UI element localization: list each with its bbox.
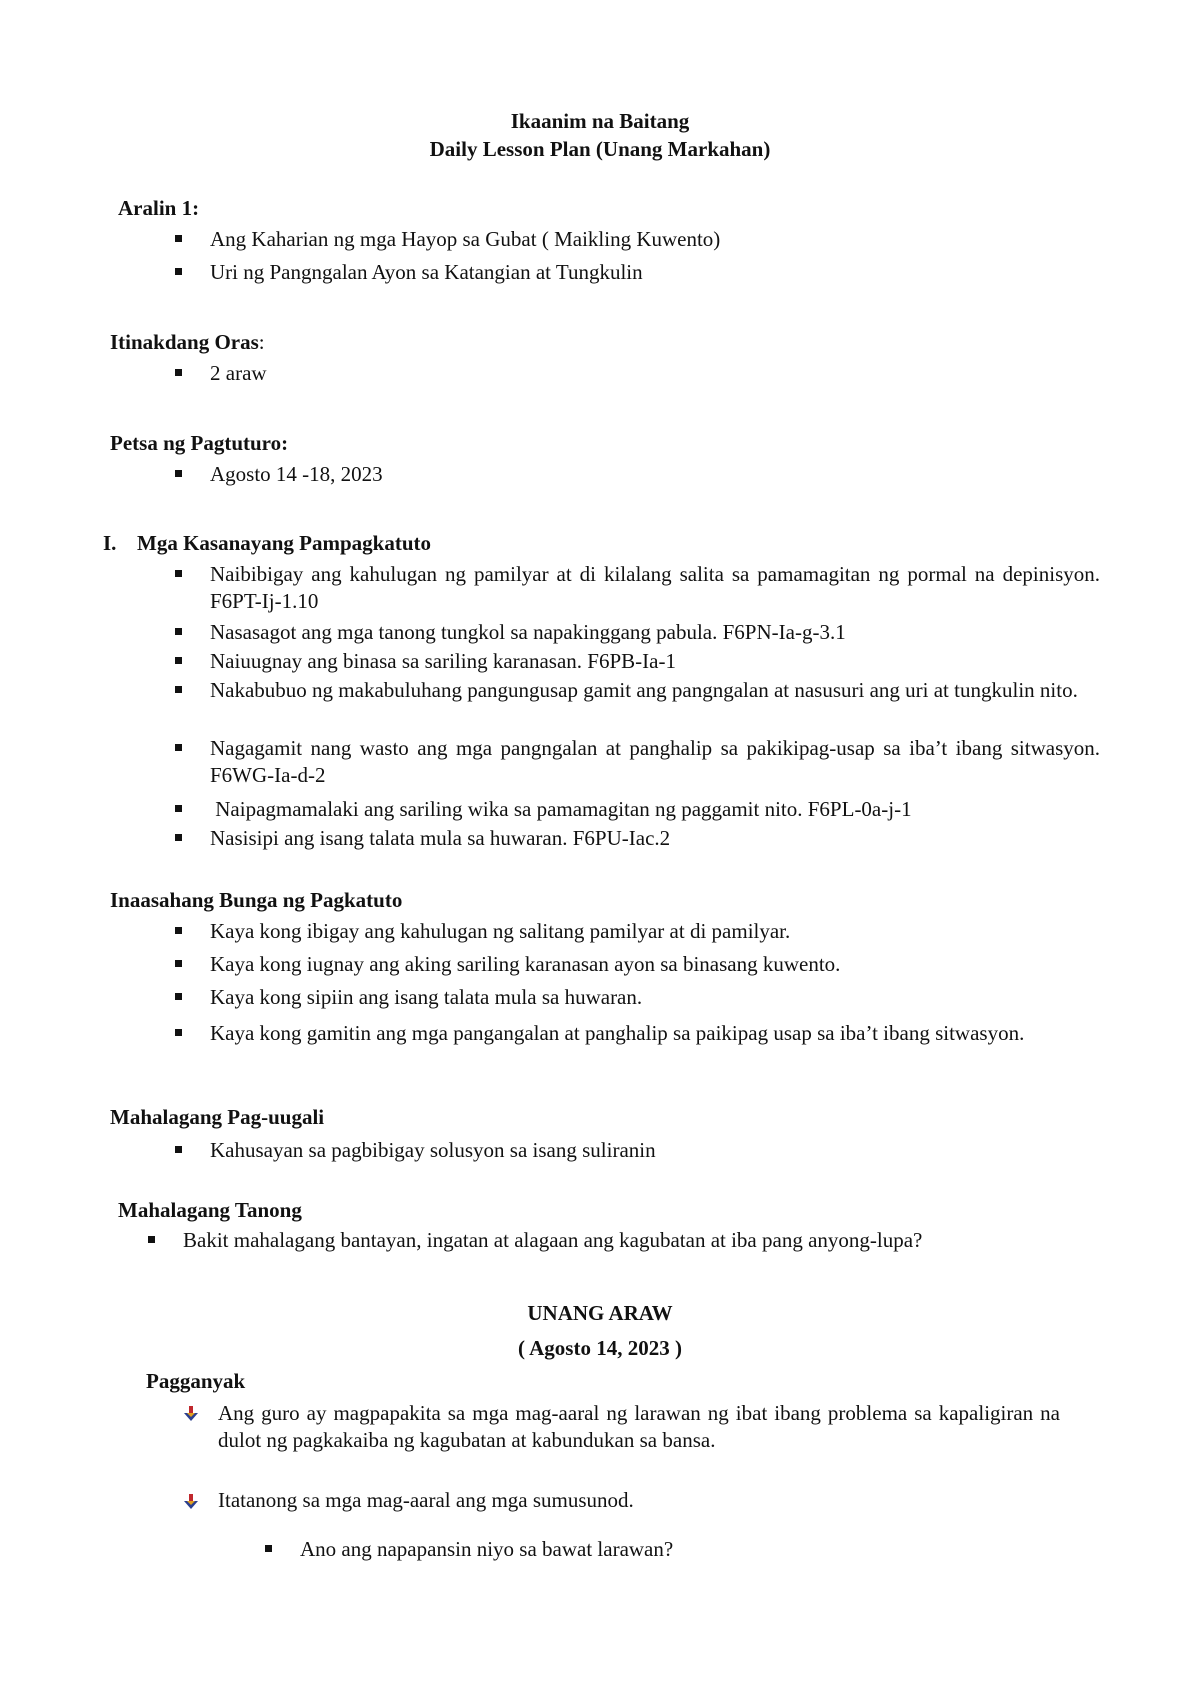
grade-title: Ikaanim na Baitang [510,109,690,133]
pag-uugali-item-1: Kahusayan sa pagbibigay solusyon sa isang suliranin [210,1138,656,1162]
bullet-icon [175,1029,182,1036]
bullet-icon [175,744,182,751]
oras-colon: : [258,330,265,354]
bunga-item-3: Kaya kong sipiin ang isang talata mula sa huwaran. [210,985,643,1009]
kasanayan-item-6: Naipagmamalaki ang sariling wika sa pamamagitan ng paggamit nito. F6PL-0a-j-1 [210,797,912,821]
bullet-icon [175,960,182,967]
bunga-item-1: Kaya kong ibigay ang kahulugan ng salitang pamilyar at di pamilyar. [210,919,791,943]
petsa-item-1: Agosto 14 -18, 2023 [210,462,383,486]
bullet-icon [175,369,182,376]
tanong-item-1: Bakit mahalagang bantayan, ingatan at alagaan ang kagubatan at iba pang anyong-lupa? [183,1228,923,1252]
bunga-item-2: Kaya kong iugnay ang aking sariling karanasan ayon sa binasang kuwento. [210,952,841,976]
bullet-icon [265,1545,272,1552]
bullet-icon [175,268,182,275]
kasanayan-item-2: Nasasagot ang mga tanong tungkol sa napakinggang pabula. F6PN-Ia-g-3.1 [210,620,846,644]
bullet-icon [175,805,182,812]
pagganyak-sub-item-1: Ano ang napapansin niyo sa bawat larawan? [300,1537,674,1561]
bullet-icon [175,470,182,477]
bullet-icon [175,1146,182,1153]
aralin-item-1: Ang Kaharian ng mga Hayop sa Gubat ( Maikling Kuwento) [210,227,721,251]
bullet-icon [175,570,182,577]
oras-heading [110,329,265,356]
bunga-heading: Inaasahang Bunga ng Pagkatuto [110,888,403,912]
plan-title: Daily Lesson Plan (Unang Markahan) [429,137,771,161]
aralin-heading: Aralin 1: [118,196,200,220]
bullet-icon [175,993,182,1000]
unang-araw-date: ( Agosto 14, 2023 ) [518,1336,682,1360]
bullet-icon [175,657,182,664]
oras-item-1: 2 araw [210,361,267,385]
kasanayan-item-1: Naibibigay ang kahulugan ng pamilyar at di kilalang salita sa pamamagitan ng pormal na depinisyon. F6PT-Ij-1.10 [210,562,1100,614]
oras-label: Itinakdang Oras [110,330,259,354]
unang-araw-title: UNANG ARAW [527,1301,673,1325]
kasanayan-heading: Mga Kasanayang Pampagkatuto [137,531,432,555]
bullet-icon [148,1236,155,1243]
pagganyak-item-2: Itatanong sa mga mag-aaral ang mga sumusunod. [218,1488,634,1512]
kasanayan-item-5: Nagagamit nang wasto ang mga pangngalan at panghalip sa pakikipag-usap sa iba’t ibang sitwasyon. F6WG-Ia-d-2 [210,736,1100,788]
aralin-item-2: Uri ng Pangngalan Ayon sa Katangian at Tungkulin [210,260,643,284]
pagganyak-item-1: Ang guro ay magpapakita sa mga mag-aaral ng larawan ng ibat ibang problema sa kapaligiran na dulot ng pagkakaiba ng kagubatan at kabundukan sa bansa. [218,1401,1060,1453]
bullet-icon [175,927,182,934]
kasanayan-item-7: Nasisipi ang isang talata mula sa huwaran. F6PU-Iac.2 [210,826,671,850]
kasanayan-item-3: Naiuugnay ang binasa sa sariling karanasan. F6PB-Ia-1 [210,649,676,673]
arrow-down-icon [184,1406,198,1422]
bullet-icon [175,235,182,242]
petsa-heading: Petsa ng Pagtuturo: [110,431,289,455]
kasanayan-item-4: Nakabubuo ng makabuluhang pangungusap gamit ang pangngalan at nasusuri ang uri at tungkulin nito. [210,678,1078,702]
bullet-icon [175,834,182,841]
bullet-icon [175,628,182,635]
pagganyak-heading: Pagganyak [146,1369,246,1393]
section-number: I. [103,531,117,555]
tanong-heading: Mahalagang Tanong [118,1198,302,1222]
pag-uugali-heading: Mahalagang Pag-uugali [110,1105,325,1129]
bullet-icon [175,686,182,693]
arrow-down-icon [184,1494,198,1510]
bunga-item-4: Kaya kong gamitin ang mga pangangalan at panghalip sa paikipag usap sa iba’t ibang sitwasyon. [210,1021,1025,1045]
